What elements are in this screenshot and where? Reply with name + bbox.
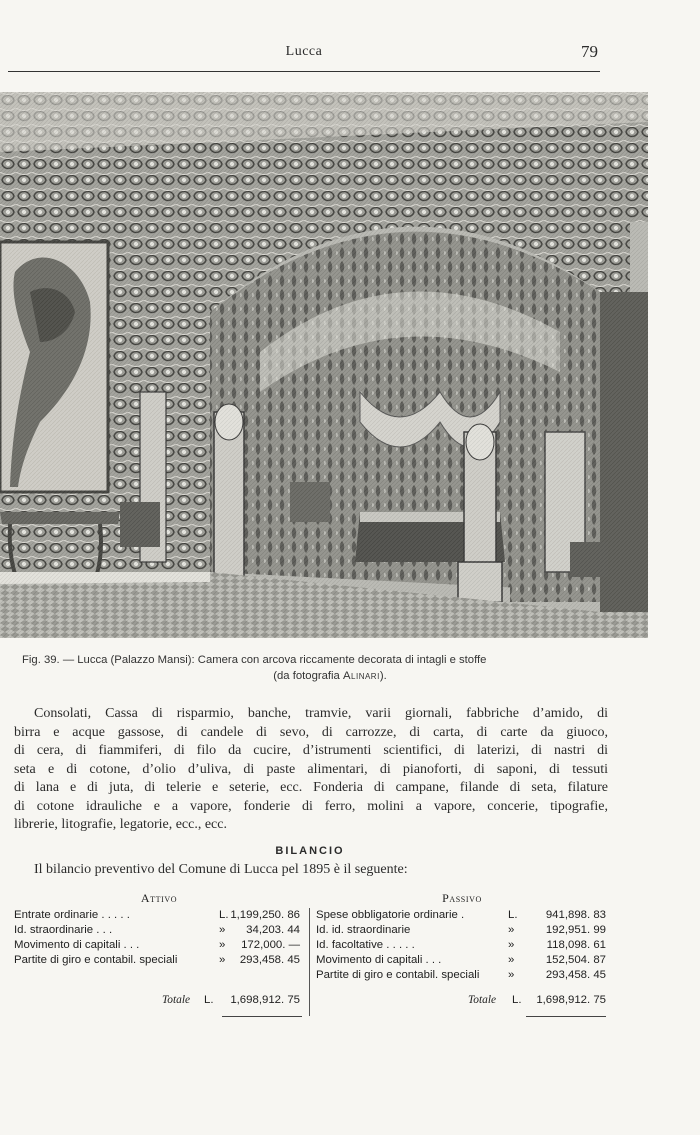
row-currency: » <box>508 954 515 966</box>
alcove-engraving-illustration <box>0 92 648 638</box>
row-amount: 293,458. 45 <box>239 954 300 966</box>
figure-caption <box>20 652 660 684</box>
row-currency: L. <box>219 909 229 921</box>
attivo-row <box>14 954 304 969</box>
total-amount: 1,698,912. 75 <box>230 994 300 1006</box>
caption-line-2 <box>0 668 660 684</box>
passivo-row <box>316 909 608 924</box>
budget-intro: Il bilancio preventivo del Comune di Lucca pel 1895 è il seguente: <box>34 862 408 877</box>
row-label: Spese obbligatorie ordinarie . <box>316 909 465 921</box>
passivo-column <box>316 891 608 1014</box>
total-amount: 1,698,912. 75 <box>536 994 606 1006</box>
caption-source-suffix: ). <box>379 670 387 682</box>
total-currency: L. <box>204 994 214 1006</box>
row-amount: 34,203. 44 <box>246 924 300 936</box>
total-currency: L. <box>512 994 522 1006</box>
row-amount: 118,098. 61 <box>546 939 606 951</box>
passivo-row <box>316 954 608 969</box>
attivo-spacer <box>14 969 304 984</box>
passivo-heading: Passivo <box>442 891 482 905</box>
caption-source-prefix: (da fotografia <box>273 670 343 682</box>
paragraph-line: di lana e di juta, di telerie e seterie, ecc. Fonderia di campane, filande di seta, filature <box>14 780 608 795</box>
row-currency: » <box>508 939 515 951</box>
body-paragraph <box>14 705 608 835</box>
engraving-figure <box>0 92 648 638</box>
row-currency: » <box>219 954 226 966</box>
attivo-row <box>14 924 304 939</box>
row-label: Movimento di capitali . . . <box>14 939 140 951</box>
total-label: Totale <box>468 994 497 1006</box>
row-label: Partite di giro e contabil. speciali <box>316 969 480 981</box>
row-currency: » <box>219 924 226 936</box>
row-label: Id. straordinarie . . . <box>14 924 113 936</box>
running-title: Lucca <box>285 44 323 59</box>
row-currency: L. <box>508 909 518 921</box>
row-label: Partite di giro e contabil. speciali <box>14 954 178 966</box>
passivo-total-row <box>316 994 608 1014</box>
passivo-row <box>316 924 608 939</box>
header-rule <box>8 71 600 72</box>
attivo-total-underline <box>222 1016 302 1017</box>
row-amount: 1,199,250. 86 <box>230 909 300 921</box>
passivo-row <box>316 969 608 984</box>
total-label: Totale <box>162 994 191 1006</box>
paragraph-line: di cera, di fiammiferi, di filo da cucire, d’istrumenti scientifici, di laterizi, di nastri di <box>14 743 608 758</box>
passivo-total-underline <box>526 1016 606 1017</box>
row-amount: 941,898. 83 <box>545 909 606 921</box>
paragraph-line: birra e acque gassose, di candele di sevo, di carrozze, di carta, di carte da giuoco, <box>14 724 608 740</box>
row-amount: 152,504. 87 <box>545 954 606 966</box>
row-label: Id. facoltative . . . . . <box>316 939 415 951</box>
row-label: Id. id. straordinarie <box>316 924 411 936</box>
row-currency: » <box>219 939 226 951</box>
paragraph-line: librerie, litografie, legatorie, ecc., ecc. <box>14 817 227 832</box>
running-header <box>8 40 600 70</box>
caption-photographer: Alinari <box>342 670 380 682</box>
paragraph-line: Consolati, Cassa di risparmio, banche, tramvie, varii giornali, fabbriche d’amido, di <box>34 706 608 721</box>
caption-line-1: Fig. 39. — Lucca (Palazzo Mansi): Camera con arcova riccamente decorata di intagli e stoffe <box>22 654 487 666</box>
paragraph-line: seta e di cotone, d’olio d’uliva, di paste alimentari, di pianoforti, di saponi, di tessuti <box>14 761 608 777</box>
page-number: 79 <box>581 42 598 61</box>
paragraph-line: di cotone idrauliche e a vapore, fonderie di ferro, molini a vapore, concerie, tipografie, <box>14 798 608 814</box>
column-divider <box>309 908 310 1016</box>
attivo-row <box>14 939 304 954</box>
attivo-row <box>14 909 304 924</box>
row-currency: » <box>508 969 515 981</box>
row-amount: 192,951. 99 <box>545 924 606 936</box>
attivo-heading: Attivo <box>140 891 178 905</box>
passivo-row <box>316 939 608 954</box>
section-title: BILANCIO <box>275 845 345 857</box>
row-label: Entrate ordinarie . . . . . <box>14 909 130 921</box>
row-amount: 293,458. 45 <box>545 969 606 981</box>
row-currency: » <box>508 924 515 936</box>
attivo-total-row <box>14 994 304 1014</box>
attivo-column <box>14 891 304 1014</box>
row-label: Movimento di capitali . . . <box>316 954 442 966</box>
row-amount: 172,000. — <box>241 939 300 951</box>
